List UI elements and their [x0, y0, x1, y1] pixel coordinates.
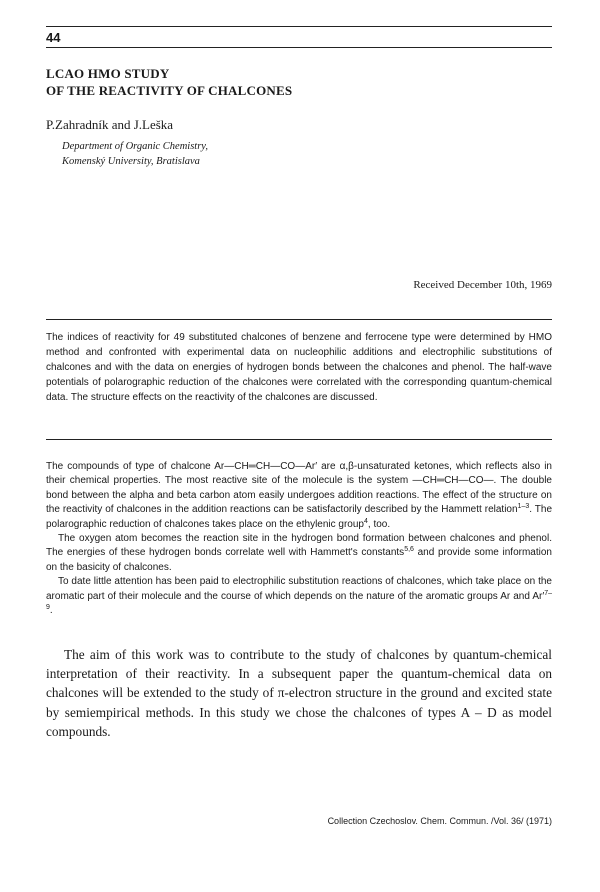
- introduction: [46, 460, 552, 618]
- paragraph-3: To date little attention has been paid to electrophilic substitution reactions of chalcones, which take place on the aromatic part of their molecule and the course of which depends on the nature of the aromatic groups Ar and $Ar'^{7-9}$.: [46, 576, 552, 617]
- citation-5-6: 5,6: [404, 546, 414, 554]
- journal-footer: Collection Czechoslov. Chem. Commun. /Vol. 36/ (1971): [327, 816, 552, 826]
- abstract-top-rule: [46, 319, 552, 320]
- top-rule: [46, 26, 552, 27]
- affiliation-line-2: Komenský University, Bratislava: [62, 156, 200, 167]
- authors: P.Zahradník and J.Leška: [46, 117, 174, 132]
- abstract: The indices of reactivity for 49 substituted chalcones of benzene and ferrocene type were determined by HMO method and confronted with experimental data on nucleophilic additions and electrophilic substitutions of chalcones and with the data on energies of hydrogen bonds between the chalcones and phenol. The half-wave potentials of polarographic reduction of the chalcones were correlated with the corresponding quantum-chemical data. The structure effects on the reactivity of the chalcones are discussed.: [46, 332, 552, 403]
- title-line-1: LCAO HMO STUDY: [46, 66, 170, 81]
- paragraph-1: The compounds of type of chalcone Ar—CH═CH—CO—Ar′ are α,β-unsaturated ketones, which reflects also in their chemical properties. The most reactive site of the molecule is the system —CH═CH—CO—. The double bond between the alpha and beta carbon atom easily undergoes addition reactions. The effect of the structure on the reactivity of chalcones in the addition reactions can be satisfactorily described by the Hammett relation$^{1-3}$. The polarographic reduction of chalcones takes place on the ethylenic group$^4$, too.: [46, 461, 553, 530]
- header-rule: [46, 47, 552, 48]
- article-title: [46, 65, 292, 99]
- page-number: 44: [46, 30, 61, 45]
- affiliation-line-1: Department of Organic Chemistry,: [62, 141, 209, 152]
- received-date: Received December 10th, 1969: [413, 279, 552, 291]
- citation-4: 4: [363, 517, 368, 525]
- citation-1-3: 1–3: [517, 503, 530, 511]
- affiliation: [62, 139, 208, 169]
- citation-7-9: 7–9: [46, 589, 552, 612]
- paragraph-4: The aim of this work was to contribute to the study of chalcones by quantum-chemical interpretation of their reactivity. In a subsequent paper the quantum-chemical data on chalcones will be extended to the study of π-electron structure in the ground and excited state by semiempirical methods. In this study we chose the chalcones of types A – D as model compounds.: [46, 647, 552, 739]
- title-line-2: OF THE REACTIVITY OF CHALCONES: [46, 83, 293, 98]
- abstract-bottom-rule: [46, 439, 552, 440]
- paragraph-2: The oxygen atom becomes the reaction site in the hydrogen bond formation between chalcones and phenol. The energies of these hydrogen bonds correlate well with Hammett's constants$^{5,6}$ and provide some information on the basicity of chalcones.: [46, 533, 552, 573]
